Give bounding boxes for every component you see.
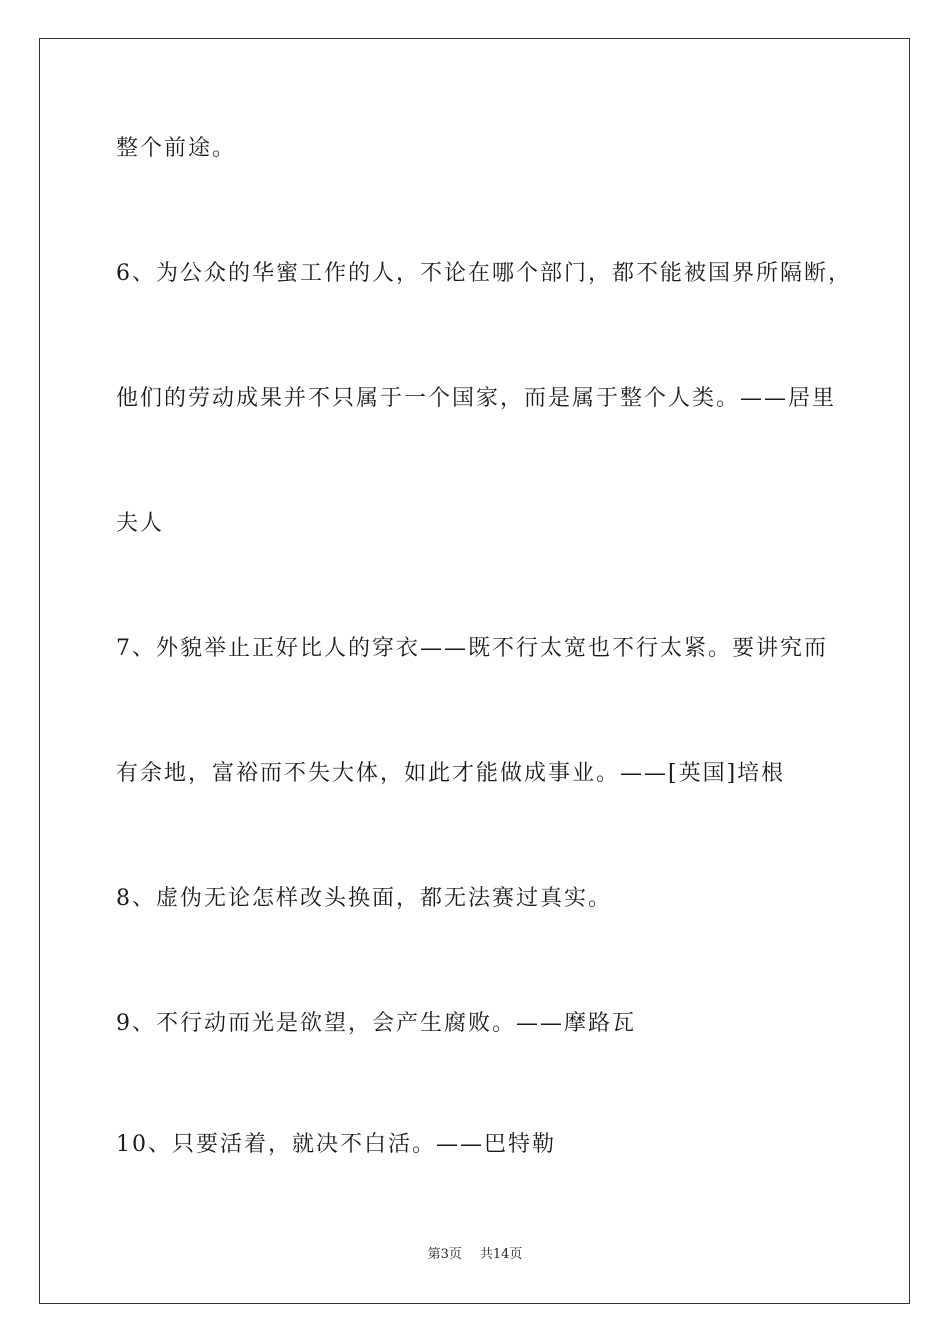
text-line: 6、为公众的华蜜工作的人，不论在哪个部门，都不能被国界所隔断， [116, 261, 852, 286]
page-footer [0, 1246, 950, 1264]
page-number: 第3页 [427, 1247, 462, 1262]
page-total: 共14页 [479, 1247, 523, 1262]
page-border [39, 38, 910, 1304]
text-line: 7、外貌举止正好比人的穿衣——既不行太宽也不行太紧。要讲究而 [116, 636, 828, 661]
text-line: 10、只要活着，就决不白活。——巴特勒 [116, 1132, 556, 1157]
text-line: 夫人 [116, 511, 165, 536]
text-line: 9、不行动而光是欲望，会产生腐败。——摩路瓦 [116, 1011, 636, 1036]
text-line: 8、虚伪无论怎样改头换面，都无法赛过真实。 [116, 886, 612, 911]
text-line: 有余地，富裕而不失大体，如此才能做成事业。——[英国]培根 [116, 761, 786, 786]
text-line: 整个前途。 [116, 136, 237, 161]
text-line: 他们的劳动成果并不只属于一个国家，而是属于整个人类。——居里 [116, 386, 837, 411]
